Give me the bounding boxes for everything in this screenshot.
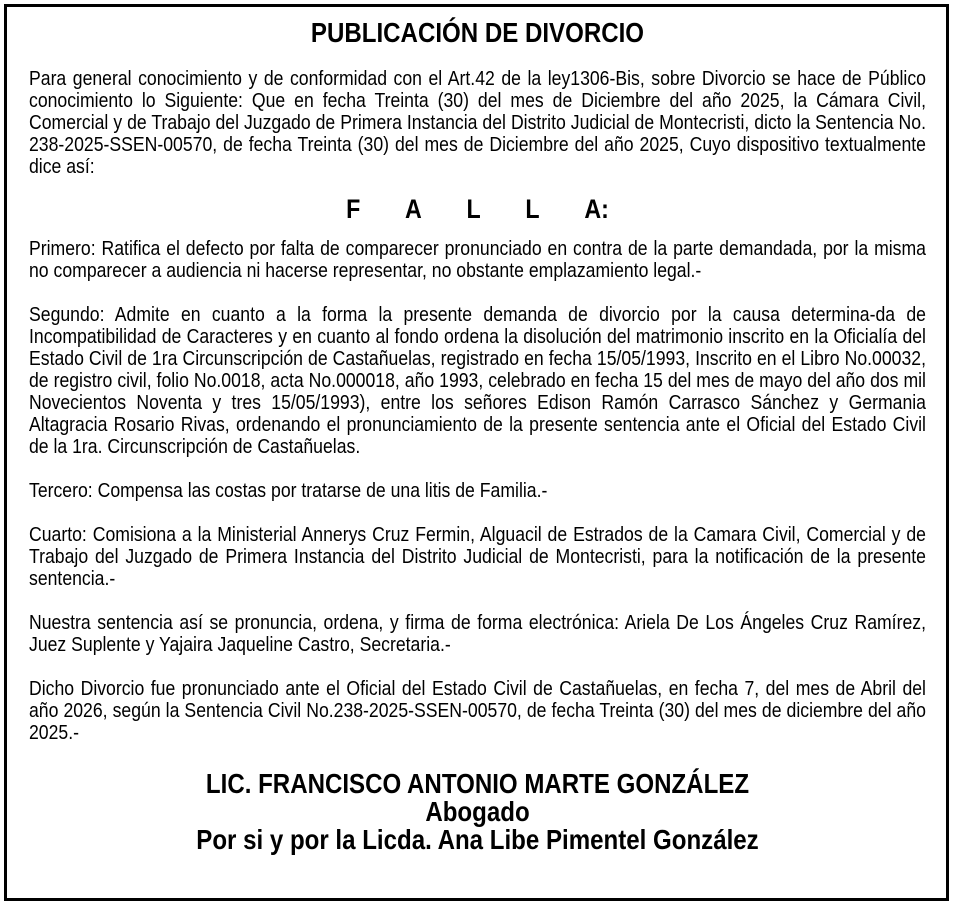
signature-block <box>29 770 926 854</box>
signature-on-behalf: Por si y por la Licda. Ana Libe Pimentel González <box>196 824 759 855</box>
notice-content <box>29 15 926 855</box>
segundo-paragraph: Segundo: Admite en cuanto a la forma la presente demanda de divorcio por la causa determina-da de Incompatibilidad de Caracteres y en cuanto al fondo ordena la disolución del matrimonio inscrito en la Oficialía del Estado Civil de 1ra Circunscripción de Castañuelas, registrado en fecha 15/05/1993, Inscrito en el Libro No.00032, de registro civil, folio No.0018, acta No.000018, año 1993, celebrado en fecha 15 del mes de mayo del año dos mil Novecientos Noventa y tres 15/05/1993), entre los señores Edison Ramón Carrasco Sánchez y Germania Altagracia Rosario Rivas, ordenando el pronunciamiento de la presente sentencia ante el Oficial del Estado Civil de la 1ra. Circunscripción de Castañuelas. <box>29 303 926 458</box>
tercero-paragraph: Tercero: Compensa las costas por tratarse de una litis de Familia.- <box>29 479 548 502</box>
primero-paragraph: Primero: Ratifica el defecto por falta de comparecer pronunciado en contra de la parte demandada, por la misma no comparecer a audiencia ni hacerse representar, no obstante emplazamiento legal.- <box>29 237 926 282</box>
falla-heading <box>29 194 926 224</box>
falla-letter: A <box>405 194 422 224</box>
signature-name: LIC. FRANCISCO ANTONIO MARTE GONZÁLEZ <box>205 768 750 799</box>
intro-paragraph: Para general conocimiento y de conformidad con el Art.42 de la ley1306-Bis, sobre Divorcio se hace de Público conocimiento lo Siguiente: Que en fecha Treinta (30) del mes de Diciembre del año 2025, la Cámara Civil, Comercial y de Trabajo del Juzgado de Primera Instancia del Distrito Judicial de Montecristi, dicto la Sentencia No. 238-2025-SSEN-00570, de fecha Treinta (30) del mes de Diciembre del año 2025, Cuyo dispositivo textualmente dice así: <box>29 67 926 178</box>
firma-paragraph: Nuestra sentencia así se pronuncia, ordena, y firma de forma electrónica: Ariela De Los Ángeles Cruz Ramírez, Juez Suplente y Yajaira Jaqueline Castro, Secretaria.- <box>29 611 926 656</box>
falla-letter: F <box>346 194 361 224</box>
notice-title: PUBLICACIÓN DE DIVORCIO <box>310 17 645 48</box>
falla-letter: A: <box>584 194 609 224</box>
dicho-paragraph: Dicho Divorcio fue pronunciado ante el Oficial del Estado Civil de Castañuelas, en fecha 7, del mes de Abril del año 2026, según la Sentencia Civil No.238-2025-SSEN-00570, de fecha Treinta (30) del mes de diciembre del año 2025.- <box>29 677 926 744</box>
signature-role: Abogado <box>425 796 530 827</box>
notice-frame <box>4 4 949 901</box>
falla-letter: L <box>466 194 481 224</box>
cuarto-paragraph: Cuarto: Comisiona a la Ministerial Annerys Cruz Fermin, Alguacil de Estrados de la Camara Civil, Comercial y de Trabajo del Juzgado de Primera Instancia del Distrito Judicial de Montecristi, para la notificación de la presente sentencia.- <box>29 523 926 590</box>
falla-letter: L <box>525 194 540 224</box>
